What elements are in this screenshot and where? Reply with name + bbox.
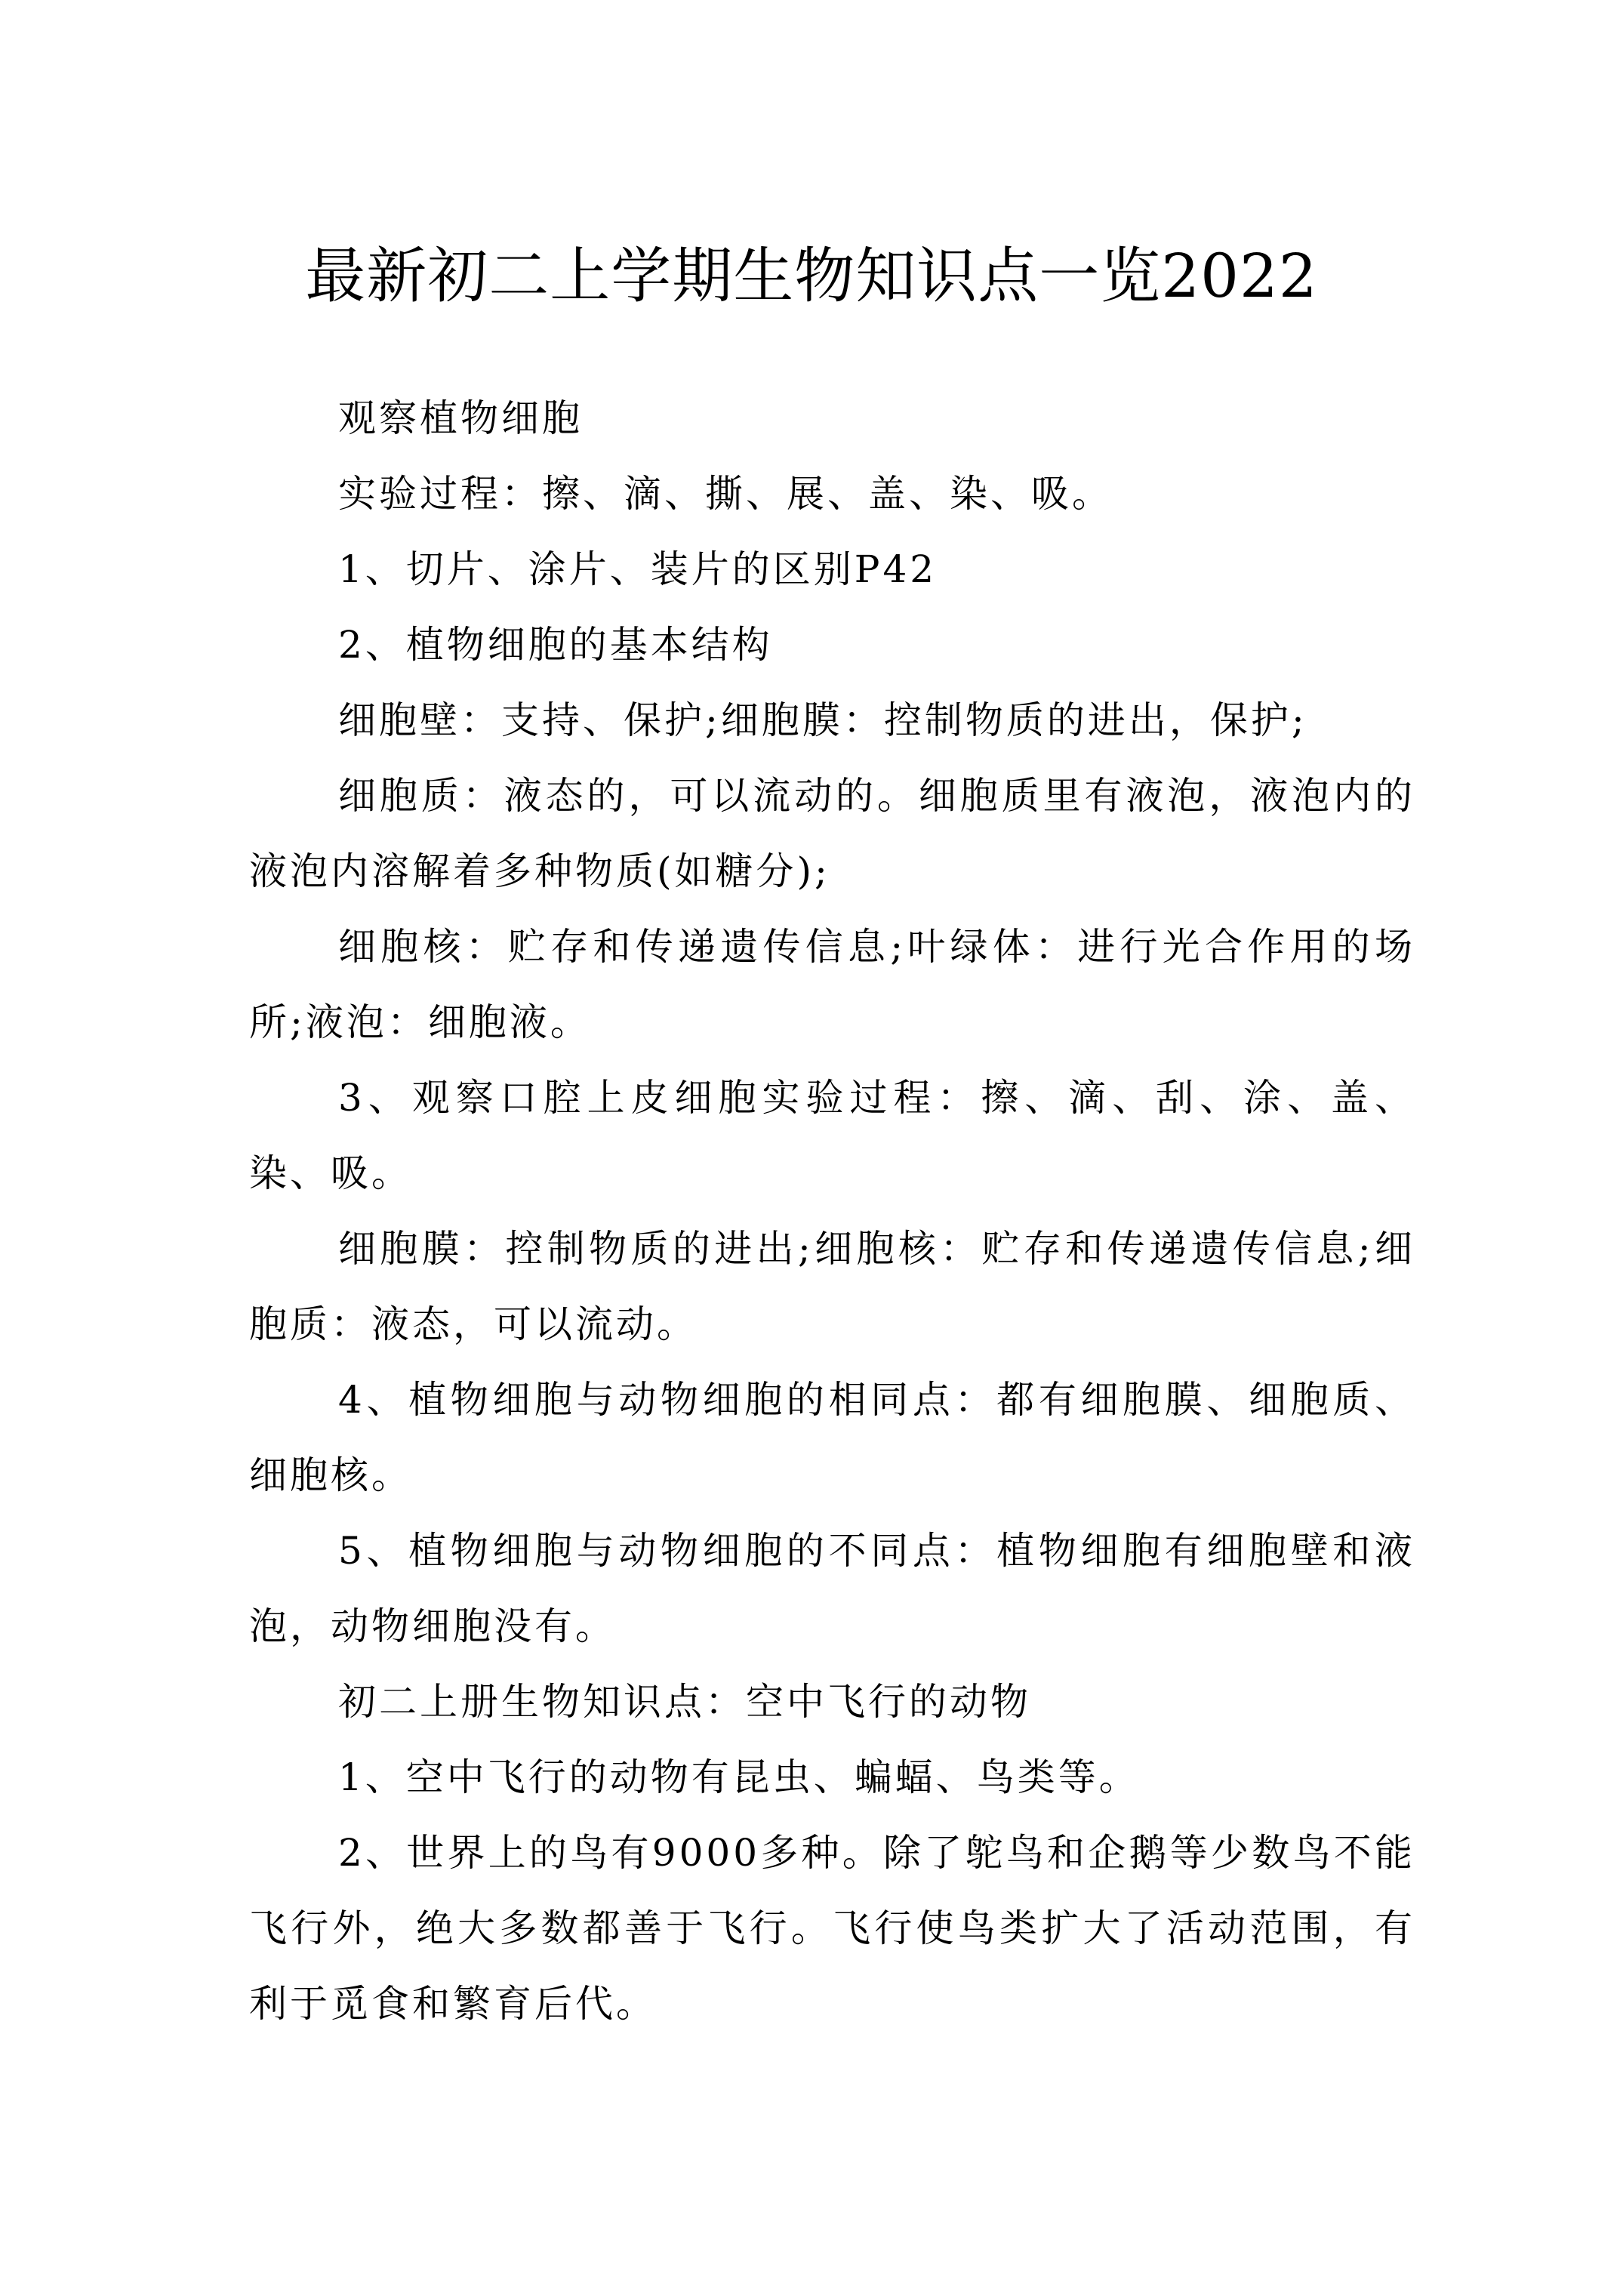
document-body xyxy=(249,381,1415,2042)
paragraph-item-5: 5、植物细胞与动物细胞的不同点：植物细胞有细胞壁和液泡，动物细胞没有。 xyxy=(249,1529,1415,1648)
paragraph-animal-cell-structure: 细胞膜：控制物质的进出;细胞核：贮存和传递遗传信息;细胞质：液态，可以流动。 xyxy=(249,1227,1415,1346)
paragraph-heading-flying-animals: 初二上册生物知识点：空中飞行的动物 xyxy=(338,1680,1031,1724)
paragraph-item-3: 3、观察口腔上皮细胞实验过程：擦、滴、刮、涂、盖、染、吸。 xyxy=(249,1076,1415,1195)
paragraph-flying-item-2: 2、世界上的鸟有9000多种。除了鸵鸟和企鹅等少数鸟不能飞行外，绝大多数都善于飞行。飞行使鸟类扩大了活动范围，有利于觅食和繁育后代。 xyxy=(249,1831,1415,2026)
paragraph-item-2: 2、植物细胞的基本结构 xyxy=(338,623,773,667)
paragraph-item-1: 1、切片、涂片、装片的区别P42 xyxy=(338,547,938,591)
paragraph-flying-item-1: 1、空中飞行的动物有昆虫、蝙蝠、鸟类等。 xyxy=(338,1755,1140,1799)
paragraph-experiment-process: 实验过程：擦、滴、撕、展、盖、染、吸。 xyxy=(338,472,1113,516)
document-title: 最新初二上学期生物知识点一览2022 xyxy=(305,240,1318,311)
paragraph-cytoplasm: 细胞质：液态的，可以流动的。细胞质里有液泡，液泡内的液泡内溶解着多种物质(如糖分); xyxy=(249,774,1415,893)
paragraph-nucleus-chloroplast: 细胞核：贮存和传递遗传信息;叶绿体：进行光合作用的场所;液泡：细胞液。 xyxy=(249,925,1415,1044)
paragraph-heading-observe-plant-cell: 观察植物细胞 xyxy=(338,396,583,440)
paragraph-cell-wall-membrane: 细胞壁：支持、保护;细胞膜：控制物质的进出，保护; xyxy=(338,698,1307,742)
paragraph-item-4: 4、植物细胞与动物细胞的相同点：都有细胞膜、细胞质、细胞核。 xyxy=(249,1378,1415,1497)
